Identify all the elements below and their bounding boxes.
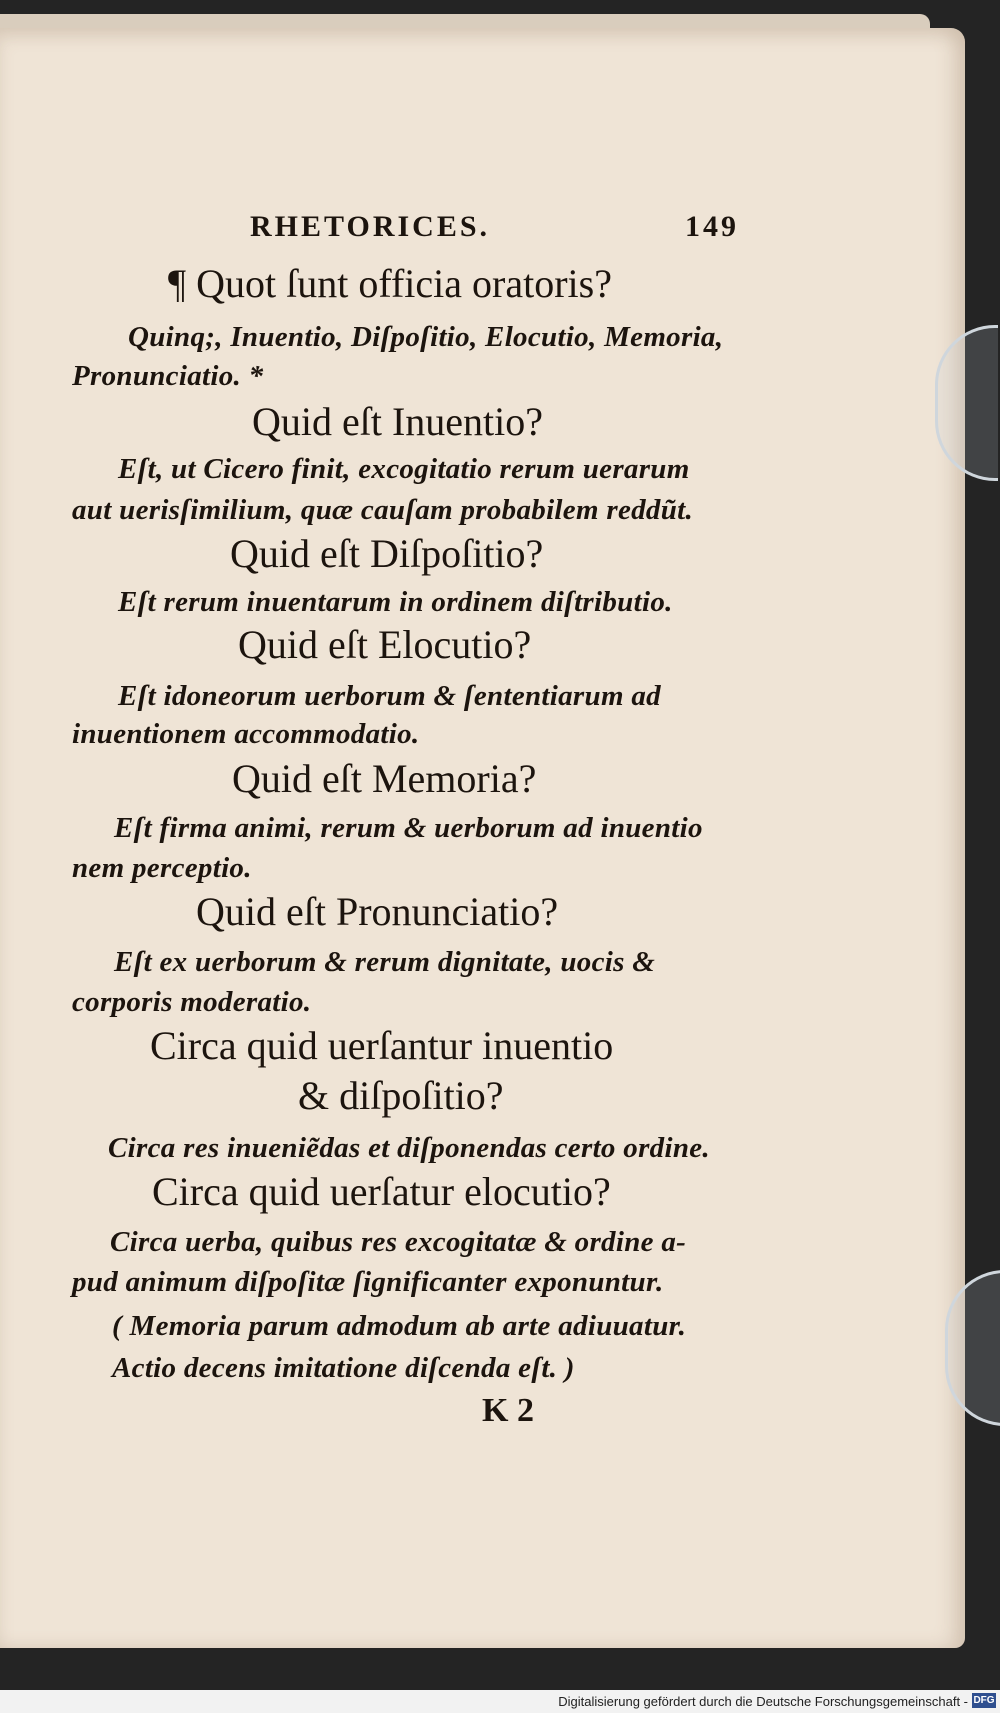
- answer-line: Circa res inueniẽdas et diſponendas certo ordine.: [108, 1132, 710, 1164]
- signature-mark: K 2: [482, 1392, 534, 1429]
- footer-credit: Digitalisierung gefördert durch die Deutsche Forschungsgemeinschaft -: [558, 1694, 968, 1709]
- answer-line: corporis moderatio.: [72, 986, 312, 1018]
- answer-line: Eſt firma animi, rerum & uerborum ad inuentio: [114, 812, 703, 844]
- question-line: Quid eſt Diſpoſitio?: [230, 531, 544, 576]
- answer-line: Eſt, ut Cicero finit, excogitatio rerum uerarum: [118, 453, 690, 485]
- question-line: Circa quid uerſantur inuentio: [150, 1023, 614, 1068]
- question-line: & diſpoſitio?: [298, 1073, 504, 1118]
- answer-line: aut uerisſimilium, quæ cauſam probabilem reddũt.: [72, 494, 694, 526]
- answer-line: Pronunciatio. *: [72, 360, 264, 392]
- question-line: Quid eſt Memoria?: [232, 756, 537, 801]
- answer-line: Eſt idoneorum uerborum & ſententiarum ad: [118, 680, 661, 712]
- question-line: Quid eſt Elocutio?: [238, 622, 532, 667]
- book-page: [0, 28, 965, 1648]
- page-number: 149: [685, 210, 739, 243]
- question-line: ¶ Quot ſunt officia oratoris?: [168, 261, 612, 306]
- note-line: ( Memoria parum admodum ab arte adiuuatur.: [112, 1310, 687, 1342]
- answer-line: Eſt rerum inuentarum in ordinem diſtributio.: [118, 586, 673, 618]
- question-line: Circa quid uerſatur elocutio?: [152, 1169, 611, 1214]
- answer-line: Eſt ex uerborum & rerum dignitate, uocis &: [114, 946, 656, 978]
- running-head: RHETORICES.: [250, 210, 491, 243]
- note-line: Actio decens imitatione diſcenda eſt. ): [112, 1352, 575, 1384]
- answer-line: pud animum diſpoſitæ ſignificanter exponuntur.: [72, 1266, 664, 1298]
- answer-line: Quinq;, Inuentio, Diſpoſitio, Elocutio, Memoria,: [128, 321, 724, 353]
- answer-line: inuentionem accommodatio.: [72, 718, 420, 750]
- answer-line: nem perceptio.: [72, 852, 252, 884]
- answer-line: Circa uerba, quibus res excogitatæ & ordine a-: [110, 1226, 687, 1258]
- digitization-footer: [0, 1690, 1000, 1713]
- question-line: Quid eſt Pronunciatio?: [196, 889, 559, 934]
- dfg-logo: DFG: [973, 1695, 995, 1706]
- question-line: Quid eſt Inuentio?: [252, 399, 544, 444]
